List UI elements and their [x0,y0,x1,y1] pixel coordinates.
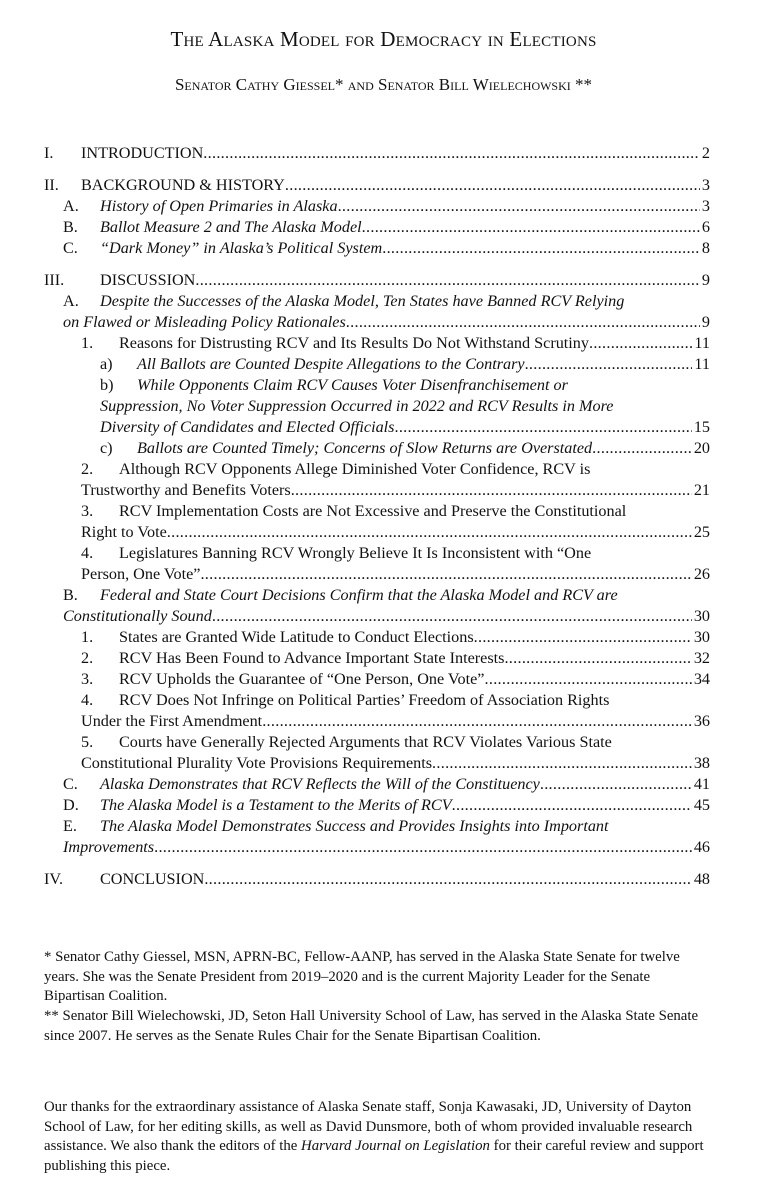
toc-entry-background[interactable]: II. BACKGROUND & HISTORY ..... 3 [44,175,710,196]
toc-entry-wide-latitude[interactable]: 1. States are Granted Wide Latitude to Conduct Elections ..... 30 [81,627,710,648]
toc-entry-rcv-bans[interactable]: on Flawed or Misleading Policy Rationales ..... 9 [63,312,710,333]
article-title: The Alaska Model for Democracy in Elections [170,27,597,51]
toc-entry-dark-money[interactable]: C. “Dark Money” in Alaska’s Political System ..... 8 [63,238,710,259]
toc-entry-implementation-costs-line1[interactable]: 3. RCV Implementation Costs are Not Excessive and Preserve the Constitutional [81,502,627,520]
toc-entry-rcv-bans-line1[interactable]: A. Despite the Successes of the Alaska Model, Ten States have Banned RCV Relying [63,292,625,310]
toc-entry-court-decisions[interactable]: Constitutionally Sound ..... 30 [63,606,710,627]
toc-entry-plurality[interactable]: Constitutional Plurality Vote Provisions Requirements ..... 38 [81,753,710,774]
toc-entry-one-person-guarantee[interactable]: 3. RCV Upholds the Guarantee of “One Person, One Vote” ..... 34 [81,669,710,690]
toc-entry-court-decisions-line1[interactable]: B. Federal and State Court Decisions Confirm that the Alaska Model and RCV are [63,586,618,604]
toc-entry-open-primaries[interactable]: A. History of Open Primaries in Alaska ..... 3 [63,196,710,217]
toc-entry-conclusion[interactable]: IV. CONCLUSION ..... 48 [44,869,710,890]
toc-entry-ballots-timely[interactable]: c) Ballots are Counted Timely; Concerns of Slow Returns are Overstated ..... 20 [100,438,710,459]
toc-entry-will-of-constituency[interactable]: C. Alaska Demonstrates that RCV Reflects the Will of the Constituency ..... 41 [63,774,710,795]
toc-entry-first-amendment-line1[interactable]: 4. RCV Does Not Infringe on Political Parties’ Freedom of Association Rights [81,691,610,709]
toc-entry-state-interests[interactable]: 2. RCV Has Been Found to Advance Important State Interests ..... 32 [81,648,710,669]
toc-entry-implementation-costs[interactable]: Right to Vote ..... 25 [81,522,710,543]
toc-entry-ballots-counted[interactable]: a) All Ballots are Counted Despite Allegations to the Contrary ..... 11 [100,354,710,375]
article-authors: Senator Cathy Giessel* and Senator Bill Wielechowski ** [174,75,593,94]
toc-entry-voter-confidence-line1[interactable]: 2. Although RCV Opponents Allege Diminished Voter Confidence, RCV is [81,460,591,478]
toc-entry-distrusting-rcv[interactable]: 1. Reasons for Distrusting RCV and Its Results Do Not Withstand Scrutiny ..... 11 [81,333,710,354]
toc-entry-one-person-line1[interactable]: 4. Legislatures Banning RCV Wrongly Believe It Is Inconsistent with “One [81,544,592,562]
acknowledgments: Our thanks for the extraordinary assistance of Alaska Senate staff, Sonja Kawasaki, JD, University of Dayton School of Law, for her editing skills, as well as David Dunsmore, both of whom provided invaluable research assistance. We also thank the editors of the Harvard Journal on Legislation for their careful review and support publishing this piece. [44,1099,704,1174]
toc-entry-plurality-line1[interactable]: 5. Courts have Generally Rejected Arguments that RCV Violates Various State [81,733,612,751]
toc-entry-introduction[interactable]: I. INTRODUCTION ..... 2 [44,143,710,164]
toc-entry-voter-suppression-line1[interactable]: b) While Opponents Claim RCV Causes Voter Disenfranchisement or [100,376,568,394]
toc-entry-voter-suppression-line2: Suppression, No Voter Suppression Occurred in 2022 and RCV Results in More [100,397,614,415]
footnote-giessel: * Senator Cathy Giessel, MSN, APRN-BC, Fellow-AANP, has served in the Alaska State Senate for twelve years. She was the Senate President from 2019–2020 and is the current Majority Leader for the Senate Bipartisan Coalition. [44,949,680,1004]
toc-entry-improvements-line1[interactable]: E. The Alaska Model Demonstrates Success and Provides Insights into Important [63,817,609,835]
toc-entry-one-person[interactable]: Person, One Vote” ..... 26 [81,564,710,585]
toc-entry-improvements[interactable]: Improvements ..... 46 [63,837,710,858]
toc-entry-voter-confidence[interactable]: Trustworthy and Benefits Voters ..... 21 [81,480,710,501]
toc-entry-voter-suppression[interactable]: Diversity of Candidates and Elected Officials ..... 15 [100,417,710,438]
toc-entry-discussion[interactable]: III. DISCUSSION ..... 9 [44,270,710,291]
journal-name: Harvard Journal on Legislation [301,1138,490,1154]
toc-entry-ballot-measure-2[interactable]: B. Ballot Measure 2 and The Alaska Model ..... 6 [63,217,710,238]
toc-entry-first-amendment[interactable]: Under the First Amendment ..... 36 [81,711,710,732]
toc-entry-testament[interactable]: D. The Alaska Model is a Testament to the Merits of RCV ..... 45 [63,795,710,816]
footnote-wielechowski: ** Senator Bill Wielechowski, JD, Seton Hall University School of Law, has served in the Alaska State Senate since 2007. He serves as the Senate Rules Chair for the Senate Bipartisan Coalition. [44,1008,699,1044]
